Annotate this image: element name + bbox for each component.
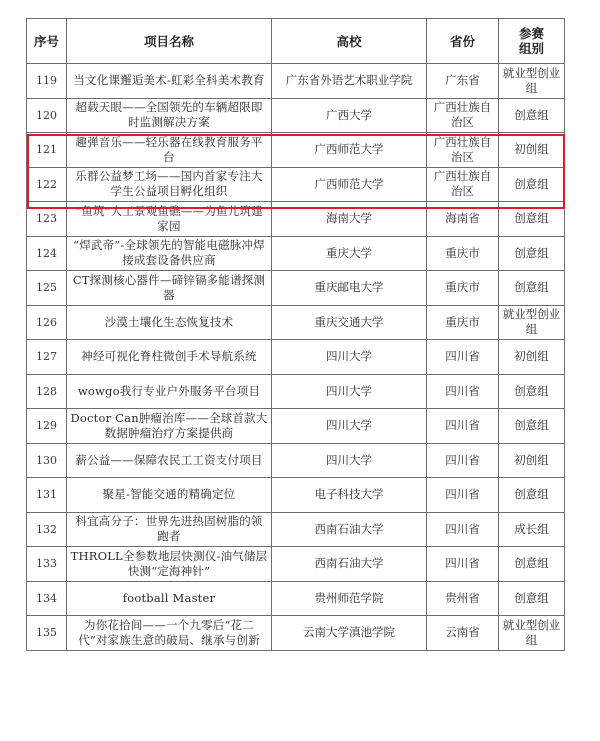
row-index: 124 [27,236,67,271]
row-province: 四川省 [427,512,499,547]
row-project-name: wowgo我行专业户外服务平台项目 [67,374,272,409]
row-group: 成长组 [499,512,565,547]
row-index: 130 [27,443,67,478]
row-province: 四川省 [427,340,499,375]
row-school: 广西大学 [272,98,427,133]
table-row [27,202,565,237]
row-group: 创意组 [499,167,565,202]
row-index: 135 [27,616,67,651]
row-school: 四川大学 [272,340,427,375]
row-school: 西南石油大学 [272,512,427,547]
row-province: 四川省 [427,409,499,444]
row-school: 广西师范大学 [272,167,427,202]
row-school: 重庆邮电大学 [272,271,427,306]
row-school: 西南石油大学 [272,547,427,582]
row-index: 122 [27,167,67,202]
row-index: 126 [27,305,67,340]
row-project-name: THROLL全参数地层快测仪-油气储层快测“定海神针” [67,547,272,582]
row-project-name: “焊武帝”-全球领先的智能电磁脉冲焊接成套设备供应商 [67,236,272,271]
row-province: 广西壮族自治区 [427,133,499,168]
row-index: 134 [27,581,67,616]
row-province: 重庆市 [427,236,499,271]
row-province: 广西壮族自治区 [427,167,499,202]
row-province: 重庆市 [427,271,499,306]
table-row [27,374,565,409]
header-province: 省份 [427,19,499,64]
row-province: 四川省 [427,478,499,513]
row-project-name: 乐群公益梦工场——国内首家专注大学生公益项目孵化组织 [67,167,272,202]
row-province: 重庆市 [427,305,499,340]
row-school: 贵州师范学院 [272,581,427,616]
row-index: 127 [27,340,67,375]
row-index: 125 [27,271,67,306]
row-project-name: 当文化课邂逅美术-虹彩全科美术教育 [67,64,272,99]
row-index: 131 [27,478,67,513]
row-province: 广西壮族自治区 [427,98,499,133]
row-school: 电子科技大学 [272,478,427,513]
row-school: 广西师范大学 [272,133,427,168]
row-school: 广东省外语艺术职业学院 [272,64,427,99]
row-project-name: CT探测核心器件—碲锌镉多能谱探测器 [67,271,272,306]
table-row [27,340,565,375]
row-group: 初创组 [499,133,565,168]
row-school: 重庆大学 [272,236,427,271]
row-group: 创意组 [499,374,565,409]
row-project-name: 科宜高分子：世界先进热固树脂的领跑者 [67,512,272,547]
row-province: 云南省 [427,616,499,651]
row-project-name: 薪公益——保障农民工工资支付项目 [67,443,272,478]
row-school: 云南大学滇池学院 [272,616,427,651]
table-row [27,616,565,651]
row-group: 就业型创业组 [499,305,565,340]
project-table [26,18,565,651]
header-school: 高校 [272,19,427,64]
row-province: 四川省 [427,443,499,478]
row-group: 创意组 [499,202,565,237]
row-project-name: Doctor Can肿瘤治库——全球首款大数据肿瘤治疗方案提供商 [67,409,272,444]
row-school: 海南大学 [272,202,427,237]
table-row [27,133,565,168]
table-row [27,305,565,340]
row-index: 129 [27,409,67,444]
table-row [27,98,565,133]
row-project-name: 为你花拾间——一个九零后“花二代”对家族生意的破局、继承与创新 [67,616,272,651]
row-group: 初创组 [499,340,565,375]
row-index: 132 [27,512,67,547]
header-project: 项目名称 [67,19,272,64]
row-index: 119 [27,64,67,99]
row-project-name: 聚星-智能交通的精确定位 [67,478,272,513]
row-index: 128 [27,374,67,409]
row-index: 123 [27,202,67,237]
row-group: 就业型创业组 [499,64,565,99]
row-project-name: football Master [67,581,272,616]
header-group: 参赛 组别 [499,19,565,64]
table-row [27,581,565,616]
row-project-name: 沙漠土壤化生态恢复技术 [67,305,272,340]
table-row [27,236,565,271]
row-group: 就业型创业组 [499,616,565,651]
table-row [27,478,565,513]
table-row [27,443,565,478]
row-project-name: 趣弹音乐——轻乐器在线教育服务平台 [67,133,272,168]
row-province: 四川省 [427,547,499,582]
table-row [27,512,565,547]
row-project-name: 超载天眼——全国领先的车辆超限即时监测解决方案 [67,98,272,133]
table-row [27,271,565,306]
row-project-name: 神经可视化脊柱微创手术导航系统 [67,340,272,375]
header-index: 序号 [27,19,67,64]
table-row [27,409,565,444]
row-school: 四川大学 [272,374,427,409]
row-project-name: “鱼筑”人工景观鱼礁——为鱼儿筑建家园 [67,202,272,237]
row-index: 133 [27,547,67,582]
row-group: 创意组 [499,236,565,271]
row-group: 初创组 [499,443,565,478]
table-row [27,167,565,202]
row-index: 120 [27,98,67,133]
row-group: 创意组 [499,478,565,513]
row-group: 创意组 [499,547,565,582]
row-group: 创意组 [499,409,565,444]
row-index: 121 [27,133,67,168]
row-province: 贵州省 [427,581,499,616]
row-province: 海南省 [427,202,499,237]
row-group: 创意组 [499,271,565,306]
row-group: 创意组 [499,98,565,133]
row-school: 四川大学 [272,409,427,444]
row-school: 四川大学 [272,443,427,478]
table-row [27,64,565,99]
row-school: 重庆交通大学 [272,305,427,340]
row-province: 四川省 [427,374,499,409]
table-header-row [27,19,565,64]
table-row [27,547,565,582]
row-group: 创意组 [499,581,565,616]
row-province: 广东省 [427,64,499,99]
